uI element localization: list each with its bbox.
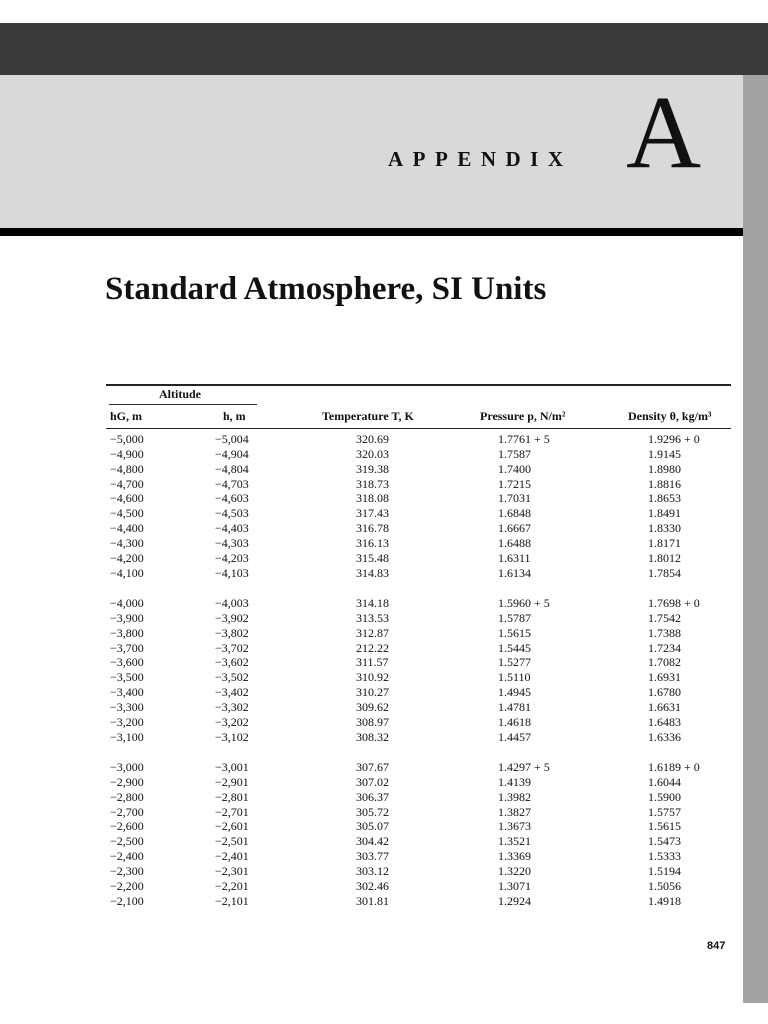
density-cell: 1.6044 [648, 774, 681, 789]
table-top-rule [106, 384, 731, 386]
pressure-cell: 1.4618 [498, 714, 531, 729]
pressure-cell: 1.4945 [498, 685, 531, 700]
geopotential-altitude-cell: −3,602 [215, 655, 249, 670]
geopotential-altitude-cell: −4,103 [215, 565, 249, 580]
pressure-cell: 1.4297 + 5 [498, 760, 550, 774]
temperature-cell: 306.37 [356, 789, 389, 804]
temperature-cell: 312.87 [356, 625, 389, 640]
side-edge-strip [743, 75, 768, 1003]
density-cell: 1.8330 [648, 521, 681, 536]
density-cell: 1.7388 [648, 625, 681, 640]
pressure-cell: 1.6488 [498, 536, 531, 550]
temperature-cell: 302.46 [356, 878, 389, 893]
geometric-altitude-cell: −3,100 [110, 729, 144, 744]
geometric-altitude-cell: −4,000 [110, 596, 144, 610]
appendix-letter: A [626, 75, 702, 190]
geopotential-altitude-cell: −4,503 [215, 506, 249, 521]
geopotential-altitude-cell: −2,301 [215, 864, 249, 878]
pressure-cell: 1.3369 [498, 849, 531, 864]
geopotential-altitude-cell: −4,804 [215, 461, 249, 476]
temperature-cell: 303.12 [356, 864, 389, 878]
pressure-cell: 1.3220 [498, 864, 531, 878]
top-dark-bar [0, 23, 768, 75]
table-header-rule [106, 428, 731, 429]
density-cell: 1.7082 [648, 655, 681, 670]
pressure-cell: 1.5110 [498, 670, 531, 685]
geopotential-altitude-cell: −3,102 [215, 729, 249, 744]
geometric-altitude-cell: −2,500 [110, 834, 144, 849]
pressure-cell: 1.3071 [498, 878, 531, 893]
pressure-cell: 1.4139 [498, 774, 531, 789]
pressure-cell: 1.3673 [498, 819, 531, 834]
pressure-cell: 1.2924 [498, 893, 531, 908]
geopotential-altitude-cell: −4,904 [215, 446, 249, 461]
pressure-cell: 1.5960 + 5 [498, 596, 550, 610]
geopotential-altitude-cell: −5,004 [215, 432, 249, 446]
pressure-cell: 1.5787 [498, 610, 531, 625]
column-header-geometric-altitude: hG, m [110, 409, 143, 423]
density-cell: 1.6336 [648, 729, 681, 744]
pressure-cell: 1.4781 [498, 700, 531, 714]
temperature-cell: 318.08 [356, 491, 389, 506]
geometric-altitude-cell: −4,900 [110, 446, 144, 461]
geopotential-altitude-cell: −4,003 [215, 596, 249, 610]
geopotential-altitude-cell: −3,402 [215, 685, 249, 700]
geometric-altitude-cell: −2,300 [110, 864, 144, 878]
temperature-cell: 313.53 [356, 610, 389, 625]
density-cell: 1.8012 [648, 550, 681, 565]
column-header-pressure: Pressure p, N/m² [480, 409, 566, 423]
geopotential-altitude-cell: −2,801 [215, 789, 249, 804]
density-cell: 1.7542 [648, 610, 681, 625]
temperature-cell: 320.69 [356, 432, 389, 446]
geometric-altitude-cell: −2,400 [110, 849, 144, 864]
geometric-altitude-cell: −2,200 [110, 878, 144, 893]
density-cell: 1.5333 [648, 849, 681, 864]
geometric-altitude-cell: −3,500 [110, 670, 144, 685]
density-cell: 1.7234 [648, 640, 681, 655]
geopotential-altitude-cell: −3,802 [215, 625, 249, 640]
density-cell: 1.8171 [648, 536, 681, 550]
geometric-altitude-cell: −2,600 [110, 819, 144, 834]
column-header-density: Density θ, kg/m³ [628, 409, 712, 423]
geometric-altitude-cell: −4,400 [110, 521, 144, 536]
geopotential-altitude-cell: −2,101 [215, 893, 249, 908]
geometric-altitude-cell: −4,200 [110, 550, 144, 565]
temperature-cell: 318.73 [356, 476, 389, 491]
pressure-cell: 1.6134 [498, 565, 531, 580]
altitude-group-underline [109, 404, 257, 405]
pressure-cell: 1.7587 [498, 446, 531, 461]
density-cell: 1.5056 [648, 878, 681, 893]
temperature-cell: 310.92 [356, 670, 389, 685]
geometric-altitude-cell: −3,400 [110, 685, 144, 700]
geometric-altitude-cell: −3,700 [110, 640, 144, 655]
geometric-altitude-cell: −3,600 [110, 655, 144, 670]
temperature-cell: 303.77 [356, 849, 389, 864]
geometric-altitude-cell: −4,100 [110, 565, 144, 580]
geopotential-altitude-cell: −4,203 [215, 550, 249, 565]
temperature-cell: 317.43 [356, 506, 389, 521]
geopotential-altitude-cell: −4,603 [215, 491, 249, 506]
density-cell: 1.7854 [648, 565, 681, 580]
density-cell: 1.6631 [648, 700, 681, 714]
density-cell: 1.9296 + 0 [648, 432, 700, 446]
temperature-cell: 311.57 [356, 655, 389, 670]
temperature-cell: 310.27 [356, 685, 389, 700]
geopotential-altitude-cell: −2,401 [215, 849, 249, 864]
geometric-altitude-cell: −3,200 [110, 714, 144, 729]
density-cell: 1.6780 [648, 685, 681, 700]
page-title: Standard Atmosphere, SI Units [105, 271, 547, 307]
density-cell: 1.8491 [648, 506, 681, 521]
density-cell: 1.5615 [648, 819, 681, 834]
temperature-cell: 309.62 [356, 700, 389, 714]
temperature-cell: 315.48 [356, 550, 389, 565]
temperature-cell: 316.13 [356, 536, 389, 550]
temperature-cell: 320.03 [356, 446, 389, 461]
temperature-cell: 212.22 [356, 640, 389, 655]
pressure-cell: 1.5615 [498, 625, 531, 640]
geometric-altitude-cell: −4,600 [110, 491, 144, 506]
temperature-cell: 301.81 [356, 893, 389, 908]
appendix-label: APPENDIX [388, 147, 573, 171]
density-cell: 1.9145 [648, 446, 681, 461]
temperature-cell: 319.38 [356, 461, 389, 476]
page-number: 847 [707, 940, 726, 952]
temperature-cell: 307.02 [356, 774, 389, 789]
geopotential-altitude-cell: −2,501 [215, 834, 249, 849]
temperature-cell: 305.72 [356, 804, 389, 819]
geometric-altitude-cell: −4,800 [110, 461, 144, 476]
density-cell: 1.6189 + 0 [648, 760, 700, 774]
geometric-altitude-cell: −2,900 [110, 774, 144, 789]
pressure-cell: 1.6848 [498, 506, 531, 521]
temperature-cell: 307.67 [356, 760, 389, 774]
geometric-altitude-cell: −2,700 [110, 804, 144, 819]
geopotential-altitude-cell: −4,403 [215, 521, 249, 536]
density-cell: 1.8653 [648, 491, 681, 506]
density-cell: 1.6931 [648, 670, 681, 685]
column-header-temperature: Temperature T, K [322, 409, 414, 423]
density-cell: 1.4918 [648, 893, 681, 908]
temperature-cell: 305.07 [356, 819, 389, 834]
pressure-cell: 1.6667 [498, 521, 531, 536]
geopotential-altitude-cell: −2,601 [215, 819, 249, 834]
geopotential-altitude-cell: −3,702 [215, 640, 249, 655]
pressure-cell: 1.6311 [498, 550, 531, 565]
temperature-cell: 308.97 [356, 714, 389, 729]
header-rule [0, 228, 743, 236]
altitude-group-header: Altitude [159, 387, 201, 401]
geopotential-altitude-cell: −3,502 [215, 670, 249, 685]
geometric-altitude-cell: −4,700 [110, 476, 144, 491]
pressure-cell: 1.5445 [498, 640, 531, 655]
geopotential-altitude-cell: −4,703 [215, 476, 249, 491]
pressure-cell: 1.7215 [498, 476, 531, 491]
density-cell: 1.5194 [648, 864, 681, 878]
geometric-altitude-cell: −4,500 [110, 506, 144, 521]
geopotential-altitude-cell: −2,901 [215, 774, 249, 789]
geometric-altitude-cell: −3,800 [110, 625, 144, 640]
pressure-cell: 1.7761 + 5 [498, 432, 550, 446]
density-cell: 1.8980 [648, 461, 681, 476]
geopotential-altitude-cell: −3,202 [215, 714, 249, 729]
geopotential-altitude-cell: −2,701 [215, 804, 249, 819]
geopotential-altitude-cell: −3,001 [215, 760, 249, 774]
density-cell: 1.7698 + 0 [648, 596, 700, 610]
geopotential-altitude-cell: −2,201 [215, 878, 249, 893]
pressure-cell: 1.3521 [498, 834, 531, 849]
density-cell: 1.5473 [648, 834, 681, 849]
temperature-cell: 304.42 [356, 834, 389, 849]
temperature-cell: 314.83 [356, 565, 389, 580]
pressure-cell: 1.7031 [498, 491, 531, 506]
geopotential-altitude-cell: −3,302 [215, 700, 249, 714]
density-cell: 1.6483 [648, 714, 681, 729]
temperature-cell: 314.18 [356, 596, 389, 610]
temperature-cell: 316.78 [356, 521, 389, 536]
geometric-altitude-cell: −3,300 [110, 700, 144, 714]
pressure-cell: 1.4457 [498, 729, 531, 744]
geometric-altitude-cell: −5,000 [110, 432, 144, 446]
pressure-cell: 1.3827 [498, 804, 531, 819]
geometric-altitude-cell: −2,800 [110, 789, 144, 804]
pressure-cell: 1.7400 [498, 461, 531, 476]
pressure-cell: 1.3982 [498, 789, 531, 804]
geometric-altitude-cell: −4,300 [110, 536, 144, 550]
geometric-altitude-cell: −2,100 [110, 893, 144, 908]
geometric-altitude-cell: −3,000 [110, 760, 144, 774]
density-cell: 1.5757 [648, 804, 681, 819]
column-header-geopotential-altitude: h, m [223, 409, 246, 423]
pressure-cell: 1.5277 [498, 655, 531, 670]
geometric-altitude-cell: −3,900 [110, 610, 144, 625]
temperature-cell: 308.32 [356, 729, 389, 744]
geopotential-altitude-cell: −4,303 [215, 536, 249, 550]
density-cell: 1.8816 [648, 476, 681, 491]
geopotential-altitude-cell: −3,902 [215, 610, 249, 625]
density-cell: 1.5900 [648, 789, 681, 804]
